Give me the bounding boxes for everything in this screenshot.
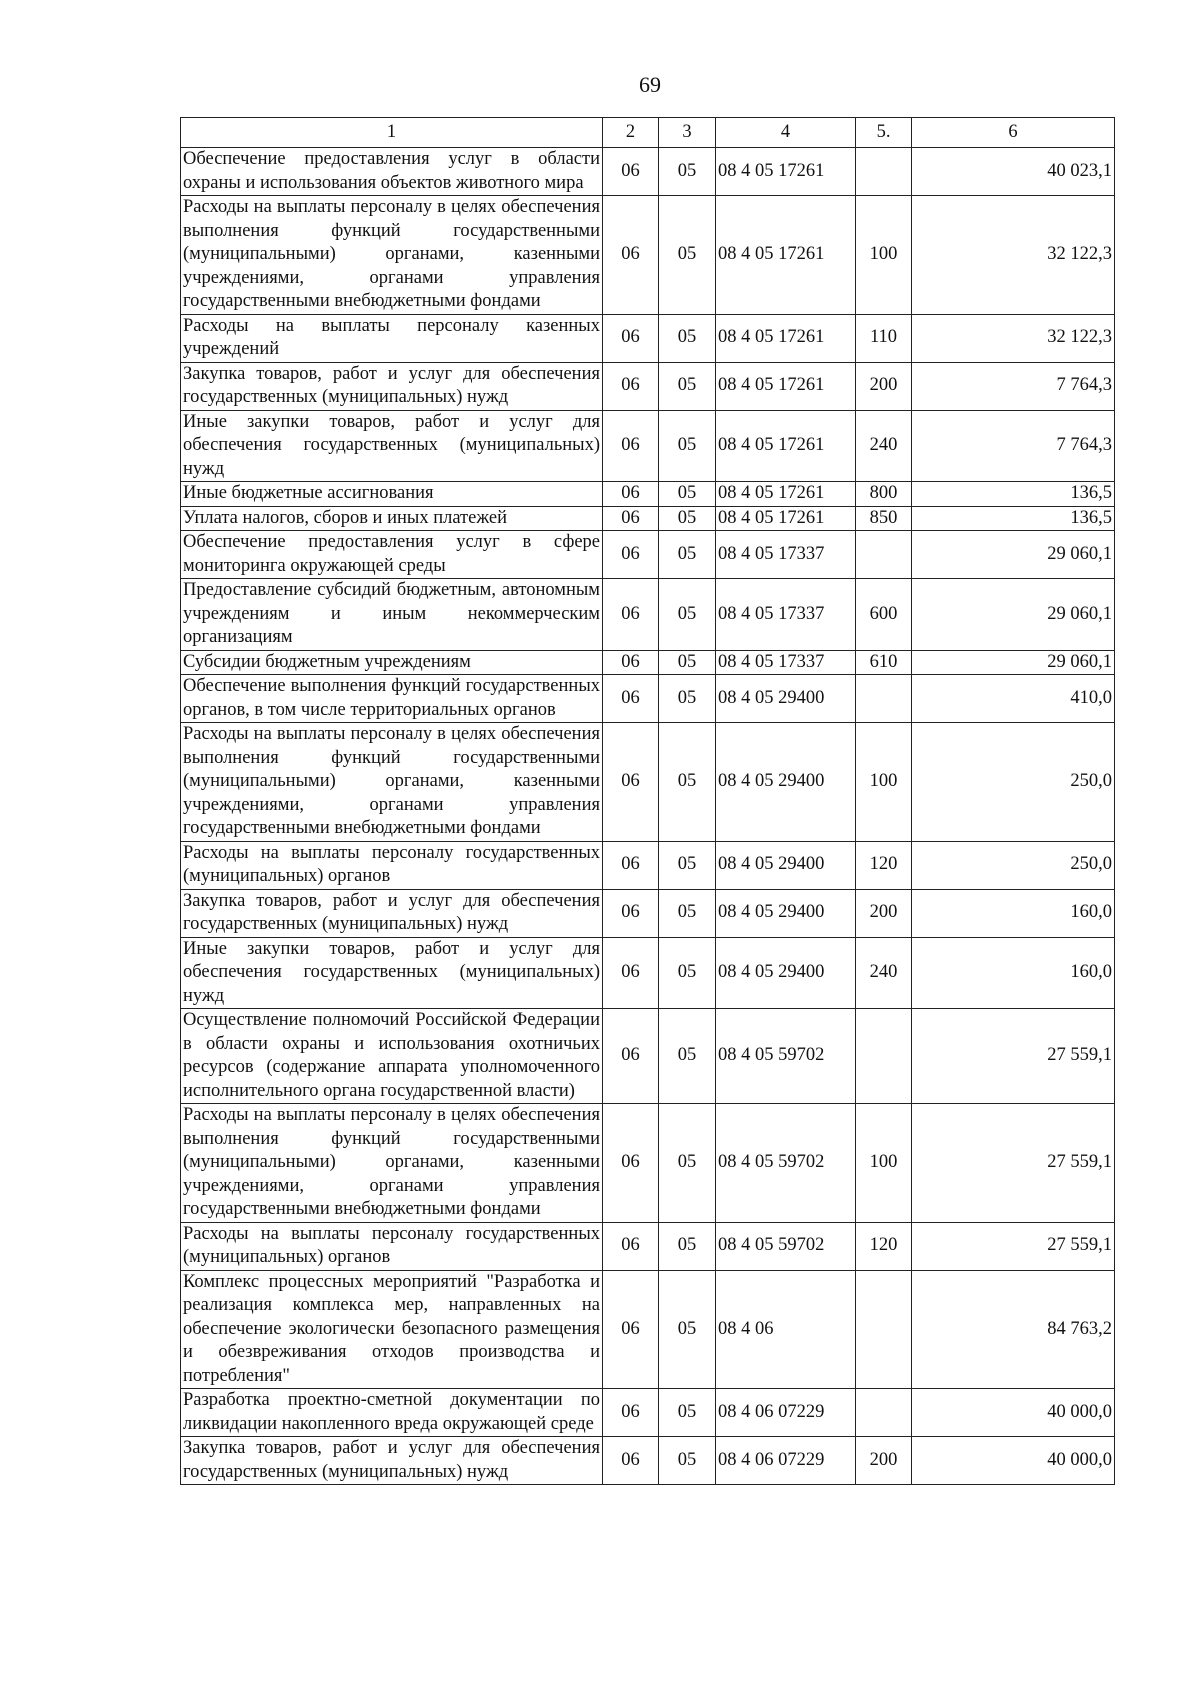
section-code-cell: 06 [603, 723, 659, 842]
section-code-cell: 06 [603, 482, 659, 507]
target-article-cell: 08 4 05 29400 [716, 937, 856, 1009]
subsection-code-cell: 05 [659, 362, 716, 410]
target-article-cell: 08 4 06 07229 [716, 1389, 856, 1437]
row-name-cell: Обеспечение предоставления услуг в сфере мониторинга окружающей среды [181, 531, 603, 579]
row-name-cell: Расходы на выплаты персоналу государственных (муниципальных) органов [181, 841, 603, 889]
column-header-5: 5. [856, 118, 912, 148]
table-row [181, 196, 1115, 315]
expense-type-cell: 100 [856, 723, 912, 842]
subsection-code-cell: 05 [659, 1009, 716, 1104]
section-code-cell: 06 [603, 1437, 659, 1485]
section-code-cell: 06 [603, 650, 659, 675]
expense-type-cell: 200 [856, 1437, 912, 1485]
row-name-cell: Уплата налогов, сборов и иных платежей [181, 506, 603, 531]
subsection-code-cell: 05 [659, 1222, 716, 1270]
section-code-cell: 06 [603, 506, 659, 531]
subsection-code-cell: 05 [659, 1270, 716, 1389]
subsection-code-cell: 05 [659, 1104, 716, 1223]
amount-cell: 27 559,1 [912, 1009, 1115, 1104]
subsection-code-cell: 05 [659, 889, 716, 937]
table-row [181, 841, 1115, 889]
amount-cell: 32 122,3 [912, 314, 1115, 362]
table-row [181, 531, 1115, 579]
subsection-code-cell: 05 [659, 196, 716, 315]
table-row [181, 723, 1115, 842]
row-name-cell: Осуществление полномочий Российской Федерации в области охраны и использования охотничьих ресурсов (содержание аппарата уполномоченного исполнительного органа государственной власти) [181, 1009, 603, 1104]
table-row [181, 482, 1115, 507]
expense-type-cell: 200 [856, 889, 912, 937]
section-code-cell: 06 [603, 675, 659, 723]
expense-type-cell: 120 [856, 1222, 912, 1270]
row-name-cell: Разработка проектно-сметной документации по ликвидации накопленного вреда окружающей среде [181, 1389, 603, 1437]
table-row [181, 410, 1115, 482]
table-row [181, 1009, 1115, 1104]
target-article-cell: 08 4 05 17261 [716, 410, 856, 482]
row-name-cell: Закупка товаров, работ и услуг для обеспечения государственных (муниципальных) нужд [181, 1437, 603, 1485]
target-article-cell: 08 4 05 17261 [716, 482, 856, 507]
row-name-cell: Закупка товаров, работ и услуг для обеспечения государственных (муниципальных) нужд [181, 889, 603, 937]
expense-type-cell: 120 [856, 841, 912, 889]
subsection-code-cell: 05 [659, 1437, 716, 1485]
budget-table [180, 117, 1115, 1485]
expense-type-cell: 240 [856, 410, 912, 482]
target-article-cell: 08 4 05 59702 [716, 1104, 856, 1223]
expense-type-cell [856, 531, 912, 579]
page-number: 69 [639, 72, 661, 97]
table-row [181, 362, 1115, 410]
table-row [181, 314, 1115, 362]
table-row [181, 1104, 1115, 1223]
column-header-4: 4 [716, 118, 856, 148]
expense-type-cell [856, 1270, 912, 1389]
expense-type-cell: 610 [856, 650, 912, 675]
subsection-code-cell: 05 [659, 937, 716, 1009]
subsection-code-cell: 05 [659, 506, 716, 531]
column-header-1: 1 [181, 118, 603, 148]
target-article-cell: 08 4 05 17261 [716, 148, 856, 196]
target-article-cell: 08 4 05 17337 [716, 531, 856, 579]
expense-type-cell: 100 [856, 1104, 912, 1223]
section-code-cell: 06 [603, 362, 659, 410]
target-article-cell: 08 4 05 17337 [716, 579, 856, 651]
row-name-cell: Обеспечение выполнения функций государственных органов, в том числе территориальных органов [181, 675, 603, 723]
expense-type-cell: 110 [856, 314, 912, 362]
subsection-code-cell: 05 [659, 675, 716, 723]
expense-type-cell: 800 [856, 482, 912, 507]
section-code-cell: 06 [603, 410, 659, 482]
table-row [181, 148, 1115, 196]
subsection-code-cell: 05 [659, 531, 716, 579]
section-code-cell: 06 [603, 889, 659, 937]
expense-type-cell [856, 1009, 912, 1104]
expense-type-cell: 240 [856, 937, 912, 1009]
amount-cell: 7 764,3 [912, 410, 1115, 482]
table-row [181, 1270, 1115, 1389]
expense-type-cell [856, 148, 912, 196]
subsection-code-cell: 05 [659, 650, 716, 675]
amount-cell: 40 000,0 [912, 1389, 1115, 1437]
expense-type-cell [856, 675, 912, 723]
row-name-cell: Расходы на выплаты персоналу в целях обеспечения выполнения функций государственными (муниципальными) органами, казенными учреждениями, органами управления государственными внебюджетными фондами [181, 1104, 603, 1223]
row-name-cell: Закупка товаров, работ и услуг для обеспечения государственных (муниципальных) нужд [181, 362, 603, 410]
target-article-cell: 08 4 05 29400 [716, 841, 856, 889]
target-article-cell: 08 4 05 59702 [716, 1009, 856, 1104]
amount-cell: 27 559,1 [912, 1222, 1115, 1270]
section-code-cell: 06 [603, 148, 659, 196]
amount-cell: 84 763,2 [912, 1270, 1115, 1389]
subsection-code-cell: 05 [659, 579, 716, 651]
amount-cell: 29 060,1 [912, 579, 1115, 651]
target-article-cell: 08 4 05 17337 [716, 650, 856, 675]
section-code-cell: 06 [603, 196, 659, 315]
table-header-row [181, 118, 1115, 148]
amount-cell: 250,0 [912, 841, 1115, 889]
table-row [181, 1437, 1115, 1485]
subsection-code-cell: 05 [659, 841, 716, 889]
amount-cell: 27 559,1 [912, 1104, 1115, 1223]
section-code-cell: 06 [603, 1222, 659, 1270]
row-name-cell: Комплекс процессных мероприятий "Разработка и реализация комплекса мер, направленных на обеспечение экологически безопасного размещения и обезвреживания отходов производства и потребления" [181, 1270, 603, 1389]
amount-cell: 250,0 [912, 723, 1115, 842]
amount-cell: 29 060,1 [912, 531, 1115, 579]
row-name-cell: Расходы на выплаты персоналу государственных (муниципальных) органов [181, 1222, 603, 1270]
row-name-cell: Расходы на выплаты персоналу в целях обеспечения выполнения функций государственными (муниципальными) органами, казенными учреждениями, органами управления государственными внебюджетными фондами [181, 196, 603, 315]
column-header-6: 6 [912, 118, 1115, 148]
target-article-cell: 08 4 06 [716, 1270, 856, 1389]
amount-cell: 7 764,3 [912, 362, 1115, 410]
amount-cell: 410,0 [912, 675, 1115, 723]
amount-cell: 29 060,1 [912, 650, 1115, 675]
row-name-cell: Предоставление субсидий бюджетным, автономным учреждениям и иным некоммерческим организациям [181, 579, 603, 651]
subsection-code-cell: 05 [659, 723, 716, 842]
subsection-code-cell: 05 [659, 410, 716, 482]
section-code-cell: 06 [603, 841, 659, 889]
table-row [181, 937, 1115, 1009]
section-code-cell: 06 [603, 1104, 659, 1223]
expense-type-cell: 200 [856, 362, 912, 410]
row-name-cell: Иные закупки товаров, работ и услуг для обеспечения государственных (муниципальных) нужд [181, 937, 603, 1009]
amount-cell: 160,0 [912, 937, 1115, 1009]
column-header-3: 3 [659, 118, 716, 148]
section-code-cell: 06 [603, 937, 659, 1009]
table-row [181, 1222, 1115, 1270]
amount-cell: 32 122,3 [912, 196, 1115, 315]
section-code-cell: 06 [603, 1270, 659, 1389]
target-article-cell: 08 4 05 17261 [716, 506, 856, 531]
target-article-cell: 08 4 05 29400 [716, 889, 856, 937]
row-name-cell: Расходы на выплаты персоналу казенных учреждений [181, 314, 603, 362]
row-name-cell: Расходы на выплаты персоналу в целях обеспечения выполнения функций государственными (муниципальными) органами, казенными учреждениями, органами управления государственными внебюджетными фондами [181, 723, 603, 842]
row-name-cell: Обеспечение предоставления услуг в области охраны и использования объектов животного мира [181, 148, 603, 196]
row-name-cell: Иные закупки товаров, работ и услуг для обеспечения государственных (муниципальных) нужд [181, 410, 603, 482]
subsection-code-cell: 05 [659, 148, 716, 196]
table-row [181, 650, 1115, 675]
table-row [181, 506, 1115, 531]
amount-cell: 136,5 [912, 506, 1115, 531]
section-code-cell: 06 [603, 579, 659, 651]
subsection-code-cell: 05 [659, 1389, 716, 1437]
column-header-2: 2 [603, 118, 659, 148]
target-article-cell: 08 4 05 17261 [716, 314, 856, 362]
amount-cell: 40 000,0 [912, 1437, 1115, 1485]
section-code-cell: 06 [603, 1389, 659, 1437]
table-body [181, 148, 1115, 1485]
table-row [181, 1389, 1115, 1437]
row-name-cell: Иные бюджетные ассигнования [181, 482, 603, 507]
section-code-cell: 06 [603, 531, 659, 579]
amount-cell: 40 023,1 [912, 148, 1115, 196]
target-article-cell: 08 4 05 17261 [716, 196, 856, 315]
table-row [181, 579, 1115, 651]
table-row [181, 889, 1115, 937]
target-article-cell: 08 4 05 59702 [716, 1222, 856, 1270]
expense-type-cell [856, 1389, 912, 1437]
target-article-cell: 08 4 05 29400 [716, 723, 856, 842]
target-article-cell: 08 4 05 17261 [716, 362, 856, 410]
expense-type-cell: 850 [856, 506, 912, 531]
target-article-cell: 08 4 05 29400 [716, 675, 856, 723]
expense-type-cell: 100 [856, 196, 912, 315]
target-article-cell: 08 4 06 07229 [716, 1437, 856, 1485]
row-name-cell: Субсидии бюджетным учреждениям [181, 650, 603, 675]
section-code-cell: 06 [603, 314, 659, 362]
amount-cell: 160,0 [912, 889, 1115, 937]
expense-type-cell: 600 [856, 579, 912, 651]
section-code-cell: 06 [603, 1009, 659, 1104]
subsection-code-cell: 05 [659, 482, 716, 507]
table-row [181, 675, 1115, 723]
amount-cell: 136,5 [912, 482, 1115, 507]
subsection-code-cell: 05 [659, 314, 716, 362]
